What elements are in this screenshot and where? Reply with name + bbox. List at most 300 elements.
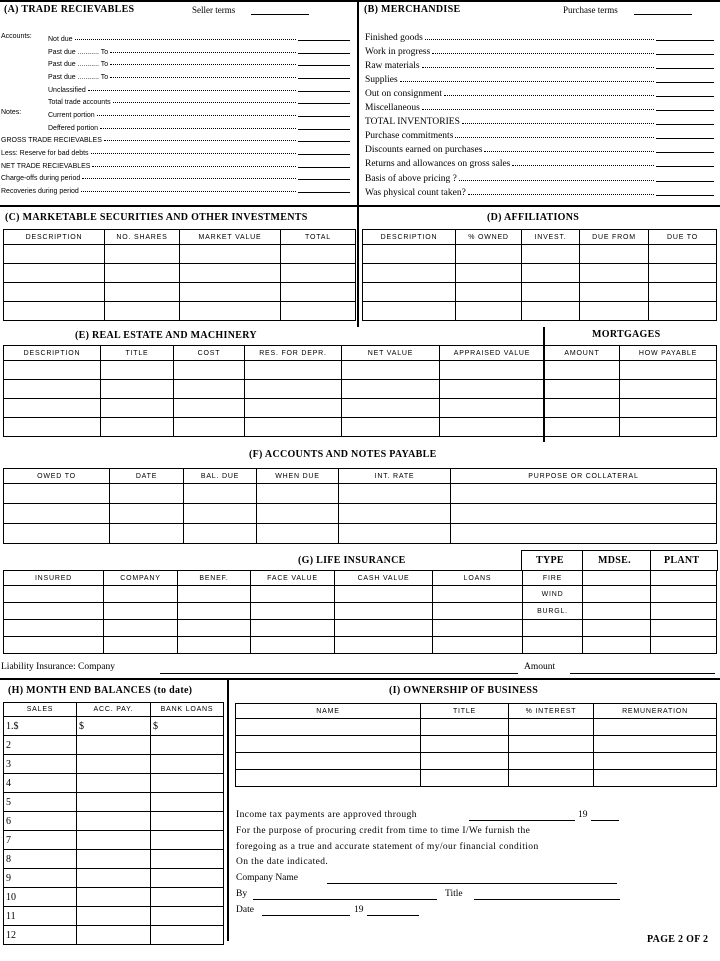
section-d-title: (D) AFFILIATIONS — [487, 212, 580, 223]
month-bank-loans-cell[interactable] — [151, 850, 224, 869]
table-cell[interactable] — [509, 719, 594, 736]
table-cell[interactable] — [649, 264, 717, 283]
col-interest: % INTEREST — [509, 704, 594, 719]
value-field[interactable] — [656, 181, 714, 182]
table-cell[interactable] — [545, 418, 620, 437]
merchandise-row — [365, 45, 714, 57]
month-bank-loans-cell[interactable] — [151, 755, 224, 774]
month-bank-loans-cell[interactable] — [151, 774, 224, 793]
table-cell[interactable] — [245, 361, 342, 380]
value-field[interactable] — [656, 166, 714, 167]
table-cell[interactable] — [580, 302, 649, 321]
table-cell[interactable] — [545, 399, 620, 418]
amount-field[interactable] — [298, 167, 350, 168]
tax-through-field[interactable] — [469, 820, 575, 821]
table-cell[interactable] — [456, 264, 522, 283]
table-cell[interactable] — [104, 586, 178, 603]
month-sales-cell[interactable]: 11 — [4, 907, 77, 926]
value-field[interactable] — [656, 138, 714, 139]
table-cell[interactable] — [251, 637, 335, 654]
table-cell[interactable] — [342, 399, 440, 418]
month-bank-loans-cell[interactable] — [151, 793, 224, 812]
insurance-type-cell — [523, 637, 583, 654]
table-cell[interactable] — [178, 637, 251, 654]
table-cell[interactable] — [363, 283, 456, 302]
table-cell[interactable] — [251, 620, 335, 637]
table-cell[interactable] — [101, 399, 174, 418]
table-cell[interactable] — [421, 753, 509, 770]
seller-terms-field[interactable] — [251, 14, 309, 15]
table-cell[interactable] — [433, 603, 523, 620]
month-bank-loans-cell[interactable] — [151, 888, 224, 907]
table-cell[interactable] — [522, 245, 580, 264]
table-cell[interactable] — [440, 380, 545, 399]
value-field[interactable] — [656, 195, 714, 196]
value-field[interactable] — [656, 96, 714, 97]
table-cell[interactable] — [174, 399, 245, 418]
purchase-terms-label: Purchase terms — [563, 5, 618, 15]
receivable-row — [48, 58, 350, 68]
leader-dots — [110, 64, 296, 65]
table-cell[interactable] — [522, 264, 580, 283]
title-field[interactable] — [474, 899, 620, 900]
leader-dots — [484, 151, 654, 152]
month-acc-pay-cell[interactable] — [77, 926, 151, 945]
month-acc-pay-cell[interactable] — [77, 755, 151, 774]
table-cell[interactable] — [4, 524, 110, 544]
row-label: Past due ........... To — [48, 48, 109, 56]
table-cell[interactable] — [580, 283, 649, 302]
value-field[interactable] — [656, 124, 714, 125]
table-cell[interactable] — [174, 361, 245, 380]
table-cell[interactable] — [594, 719, 717, 736]
col-how-payable: HOW PAYABLE — [620, 346, 717, 361]
receivable-row — [48, 71, 350, 81]
table-cell[interactable] — [620, 399, 717, 418]
table-cell[interactable] — [178, 603, 251, 620]
month-end-table — [3, 702, 224, 945]
month-row — [4, 736, 224, 755]
table-cell[interactable] — [101, 380, 174, 399]
leader-dots — [455, 137, 654, 138]
table-cell[interactable] — [180, 283, 281, 302]
row-label: Work in progress — [365, 47, 431, 58]
month-acc-pay-cell[interactable] — [77, 831, 151, 850]
table-cell[interactable] — [339, 524, 451, 544]
leader-dots — [422, 109, 654, 110]
table-cell[interactable] — [594, 736, 717, 753]
divider-ab-cd — [0, 205, 720, 207]
table-cell[interactable] — [184, 504, 257, 524]
table-cell[interactable] — [421, 736, 509, 753]
table-cell[interactable] — [4, 361, 101, 380]
type-fire: FIRE — [523, 571, 583, 586]
by-field[interactable] — [253, 899, 437, 900]
value-field[interactable] — [656, 68, 714, 69]
month-acc-pay-cell[interactable] — [77, 736, 151, 755]
section-i-title: (I) OWNERSHIP OF BUSINESS — [389, 685, 539, 696]
col-description: DESCRIPTION — [4, 230, 105, 245]
table-cell[interactable] — [335, 603, 433, 620]
row-label: Returns and allowances on gross sales — [365, 159, 511, 170]
amount-field[interactable] — [298, 103, 350, 104]
value-field[interactable] — [656, 54, 714, 55]
month-sales-cell[interactable]: 10 — [4, 888, 77, 907]
month-bank-loans-cell[interactable] — [151, 926, 224, 945]
table-cell[interactable] — [110, 484, 184, 504]
amount-field[interactable] — [298, 116, 350, 117]
table-cell[interactable] — [335, 637, 433, 654]
month-sales-cell[interactable]: 5 — [4, 793, 77, 812]
merchandise-row — [365, 186, 714, 198]
table-cell[interactable] — [184, 524, 257, 544]
month-acc-pay-cell[interactable] — [77, 812, 151, 831]
leader-dots — [92, 166, 296, 167]
table-cell[interactable] — [335, 620, 433, 637]
row-label: TOTAL INVENTORIES — [365, 117, 460, 128]
table-cell[interactable] — [363, 264, 456, 283]
table-cell[interactable] — [342, 418, 440, 437]
table-cell[interactable] — [620, 418, 717, 437]
table-cell[interactable] — [451, 524, 717, 544]
col-owed-to: OWED TO — [4, 469, 110, 484]
table-cell[interactable] — [104, 620, 178, 637]
col-invest: INVEST. — [522, 230, 580, 245]
amount-field[interactable] — [298, 40, 350, 41]
table-cell[interactable] — [509, 753, 594, 770]
row-label: NET TRADE RECIEVABLES — [1, 162, 91, 170]
table-cell[interactable] — [339, 504, 451, 524]
table-cell[interactable] — [456, 302, 522, 321]
table-cell[interactable] — [4, 603, 104, 620]
receivable-total-row — [1, 160, 350, 170]
table-cell[interactable] — [583, 603, 651, 620]
month-sales-cell[interactable]: 8 — [4, 850, 77, 869]
table-cell[interactable] — [580, 245, 649, 264]
liability-amount-field[interactable] — [570, 673, 715, 674]
table-cell[interactable] — [583, 620, 651, 637]
amount-field[interactable] — [298, 141, 350, 142]
month-sales-cell[interactable]: 1.$ — [4, 717, 77, 736]
row-label: Past due ........... To — [48, 61, 109, 69]
table-row — [4, 637, 717, 654]
month-acc-pay-cell[interactable] — [77, 850, 151, 869]
month-sales-cell[interactable]: 7 — [4, 831, 77, 850]
month-bank-loans-cell[interactable] — [151, 736, 224, 755]
value-field[interactable] — [656, 40, 714, 41]
table-cell[interactable] — [363, 302, 456, 321]
table-row — [4, 484, 717, 504]
amount-field[interactable] — [298, 65, 350, 66]
table-row — [4, 418, 717, 437]
month-acc-pay-cell[interactable] — [77, 907, 151, 926]
leader-dots — [400, 81, 654, 82]
col-title: TITLE — [421, 704, 509, 719]
table-cell[interactable] — [4, 418, 101, 437]
receivable-row — [48, 96, 350, 106]
company-name-label: Company Name — [236, 873, 299, 883]
month-row — [4, 907, 224, 926]
col-due-to: DUE TO — [649, 230, 717, 245]
table-cell[interactable] — [583, 637, 651, 654]
table-row — [4, 245, 356, 264]
table-cell[interactable] — [257, 484, 339, 504]
month-row — [4, 831, 224, 850]
table-cell[interactable] — [184, 484, 257, 504]
purchase-terms-field[interactable] — [634, 14, 692, 15]
top-border — [0, 0, 720, 2]
amount-field[interactable] — [298, 78, 350, 79]
section-f-title: (F) ACCOUNTS AND NOTES PAYABLE — [249, 449, 437, 460]
table-cell[interactable] — [101, 418, 174, 437]
table-cell[interactable] — [4, 380, 101, 399]
table-cell[interactable] — [433, 620, 523, 637]
table-cell[interactable] — [101, 361, 174, 380]
table-cell[interactable] — [257, 504, 339, 524]
table-cell[interactable] — [451, 504, 717, 524]
table-cell[interactable] — [281, 245, 356, 264]
section-e-title: (E) REAL ESTATE AND MACHINERY — [75, 330, 257, 341]
month-acc-pay-cell[interactable] — [77, 774, 151, 793]
leader-dots — [75, 39, 296, 40]
date-year-field[interactable] — [367, 915, 419, 916]
amount-field[interactable] — [298, 192, 350, 193]
table-cell[interactable] — [433, 637, 523, 654]
statement-line-3: On the date indicated. — [236, 857, 329, 867]
table-cell[interactable] — [620, 361, 717, 380]
table-cell[interactable] — [178, 586, 251, 603]
table-cell[interactable] — [4, 484, 110, 504]
table-cell[interactable] — [456, 283, 522, 302]
month-row — [4, 774, 224, 793]
table-cell[interactable] — [251, 603, 335, 620]
table-cell[interactable] — [522, 302, 580, 321]
table-cell[interactable] — [440, 361, 545, 380]
table-cell[interactable] — [594, 753, 717, 770]
row-label: Discounts earned on purchases — [365, 145, 483, 156]
table-cell[interactable] — [342, 361, 440, 380]
table-cell[interactable] — [339, 484, 451, 504]
table-cell[interactable] — [421, 719, 509, 736]
table-cell[interactable] — [363, 245, 456, 264]
table-cell[interactable] — [4, 504, 110, 524]
receivable-total-row — [1, 185, 350, 195]
table-cell[interactable] — [257, 524, 339, 544]
real-estate-table — [3, 345, 717, 437]
plant-fire-cell[interactable] — [651, 571, 717, 586]
value-field[interactable] — [656, 82, 714, 83]
type-divider-1 — [582, 550, 583, 570]
table-cell[interactable] — [433, 586, 523, 603]
col-company: COMPANY — [104, 571, 178, 586]
table-cell[interactable] — [440, 418, 545, 437]
leader-dots — [425, 39, 654, 40]
col-cash-value: CASH VALUE — [335, 571, 433, 586]
tax-year-prefix: 19 — [578, 810, 588, 820]
table-cell[interactable] — [620, 380, 717, 399]
leader-dots — [459, 180, 654, 181]
table-cell[interactable] — [545, 361, 620, 380]
table-cell[interactable] — [651, 603, 717, 620]
receivable-row — [48, 122, 350, 132]
tax-year-field[interactable] — [591, 820, 619, 821]
value-field[interactable] — [656, 110, 714, 111]
row-label: Recoveries during period — [1, 187, 79, 195]
liability-company-field[interactable] — [160, 673, 518, 674]
table-cell[interactable] — [236, 736, 421, 753]
table-cell[interactable] — [245, 380, 342, 399]
date-field[interactable] — [262, 915, 350, 916]
month-sales-cell[interactable]: 6 — [4, 812, 77, 831]
row-label: GROSS TRADE RECIEVABLES — [1, 137, 102, 145]
merchandise-row — [365, 143, 714, 155]
table-cell[interactable] — [180, 264, 281, 283]
table-cell[interactable] — [174, 380, 245, 399]
table-cell[interactable] — [110, 504, 184, 524]
table-cell[interactable] — [509, 770, 594, 787]
table-cell[interactable] — [105, 302, 180, 321]
amount-field[interactable] — [298, 129, 350, 130]
table-cell[interactable] — [545, 380, 620, 399]
table-cell[interactable] — [180, 245, 281, 264]
table-cell[interactable] — [105, 245, 180, 264]
table-cell[interactable] — [651, 586, 717, 603]
month-sales-cell[interactable]: 3 — [4, 755, 77, 774]
month-row — [4, 793, 224, 812]
row-label: Total trade accounts — [48, 99, 111, 107]
month-row — [4, 926, 224, 945]
table-cell[interactable] — [251, 586, 335, 603]
table-cell[interactable] — [594, 770, 717, 787]
amount-field[interactable] — [298, 179, 350, 180]
table-cell[interactable] — [649, 283, 717, 302]
table-cell[interactable] — [245, 399, 342, 418]
col-remuneration: REMUNERATION — [594, 704, 717, 719]
col-name: NAME — [236, 704, 421, 719]
table-cell[interactable] — [4, 586, 104, 603]
table-cell[interactable] — [4, 620, 104, 637]
month-sales-cell[interactable]: 2 — [4, 736, 77, 755]
table-cell[interactable] — [649, 245, 717, 264]
month-acc-pay-cell[interactable] — [77, 888, 151, 907]
page-number: PAGE 2 OF 2 — [647, 934, 709, 945]
leader-dots — [444, 95, 654, 96]
month-acc-pay-cell[interactable]: $ — [77, 717, 151, 736]
month-sales-cell[interactable]: 4 — [4, 774, 77, 793]
col-face-value: FACE VALUE — [251, 571, 335, 586]
leader-dots — [422, 67, 654, 68]
accounts-payable-table — [3, 468, 717, 544]
merchandise-row — [365, 115, 714, 127]
table-cell[interactable] — [342, 380, 440, 399]
table-cell[interactable] — [440, 399, 545, 418]
amount-field[interactable] — [298, 91, 350, 92]
table-cell[interactable] — [174, 418, 245, 437]
table-cell[interactable] — [509, 736, 594, 753]
month-bank-loans-cell[interactable] — [151, 907, 224, 926]
affiliations-table — [362, 229, 717, 321]
mdse-title: MDSE. — [598, 555, 631, 566]
month-sales-cell[interactable]: 12 — [4, 926, 77, 945]
month-row — [4, 869, 224, 888]
table-cell[interactable] — [4, 245, 105, 264]
leader-dots — [110, 77, 296, 78]
table-row — [363, 264, 717, 283]
month-acc-pay-cell[interactable] — [77, 869, 151, 888]
table-cell[interactable] — [649, 302, 717, 321]
receivable-total-row — [1, 134, 350, 144]
receivable-row — [48, 84, 350, 94]
table-cell[interactable] — [104, 637, 178, 654]
table-cell[interactable] — [281, 283, 356, 302]
month-acc-pay-cell[interactable] — [77, 793, 151, 812]
table-row — [236, 719, 717, 736]
table-cell[interactable] — [421, 770, 509, 787]
month-bank-loans-cell[interactable]: $ — [151, 717, 224, 736]
month-bank-loans-cell[interactable] — [151, 831, 224, 850]
table-cell[interactable] — [4, 399, 101, 418]
month-bank-loans-cell[interactable] — [151, 812, 224, 831]
table-row — [236, 770, 717, 787]
row-label: Not due — [48, 36, 73, 43]
table-cell[interactable] — [236, 770, 421, 787]
table-cell[interactable] — [236, 719, 421, 736]
table-cell[interactable] — [4, 302, 105, 321]
type-divider-2 — [650, 550, 651, 570]
table-cell[interactable] — [651, 637, 717, 654]
value-field[interactable] — [656, 152, 714, 153]
col-int-rate: INT. RATE — [339, 469, 451, 484]
table-cell[interactable] — [4, 283, 105, 302]
leader-dots — [512, 165, 654, 166]
amount-field[interactable] — [298, 154, 350, 155]
company-name-field[interactable] — [327, 883, 617, 884]
table-cell[interactable] — [178, 620, 251, 637]
mdse-fire-cell[interactable] — [583, 571, 651, 586]
table-cell[interactable] — [104, 603, 178, 620]
table-cell[interactable] — [580, 264, 649, 283]
table-cell[interactable] — [651, 620, 717, 637]
month-bank-loans-cell[interactable] — [151, 869, 224, 888]
table-cell[interactable] — [583, 586, 651, 603]
table-row — [363, 283, 717, 302]
row-label: Supplies — [365, 75, 398, 86]
insurance-type-cell: BURGL. — [523, 603, 583, 620]
col-amount: AMOUNT — [545, 346, 620, 361]
table-cell[interactable] — [281, 302, 356, 321]
month-sales-cell[interactable]: 9 — [4, 869, 77, 888]
table-cell[interactable] — [105, 283, 180, 302]
table-cell[interactable] — [236, 753, 421, 770]
table-cell[interactable] — [180, 302, 281, 321]
table-cell[interactable] — [335, 586, 433, 603]
merchandise-row — [365, 172, 714, 184]
col-no-shares: NO. SHARES — [105, 230, 180, 245]
amount-field[interactable] — [298, 53, 350, 54]
table-cell[interactable] — [245, 418, 342, 437]
table-cell[interactable] — [281, 264, 356, 283]
table-cell[interactable] — [4, 264, 105, 283]
col-insured: INSURED — [4, 571, 104, 586]
table-cell[interactable] — [4, 637, 104, 654]
table-cell[interactable] — [522, 283, 580, 302]
table-cell[interactable] — [451, 484, 717, 504]
table-cell[interactable] — [105, 264, 180, 283]
table-cell[interactable] — [456, 245, 522, 264]
leader-dots — [82, 178, 296, 179]
table-cell[interactable] — [110, 524, 184, 544]
leader-dots — [468, 194, 654, 195]
